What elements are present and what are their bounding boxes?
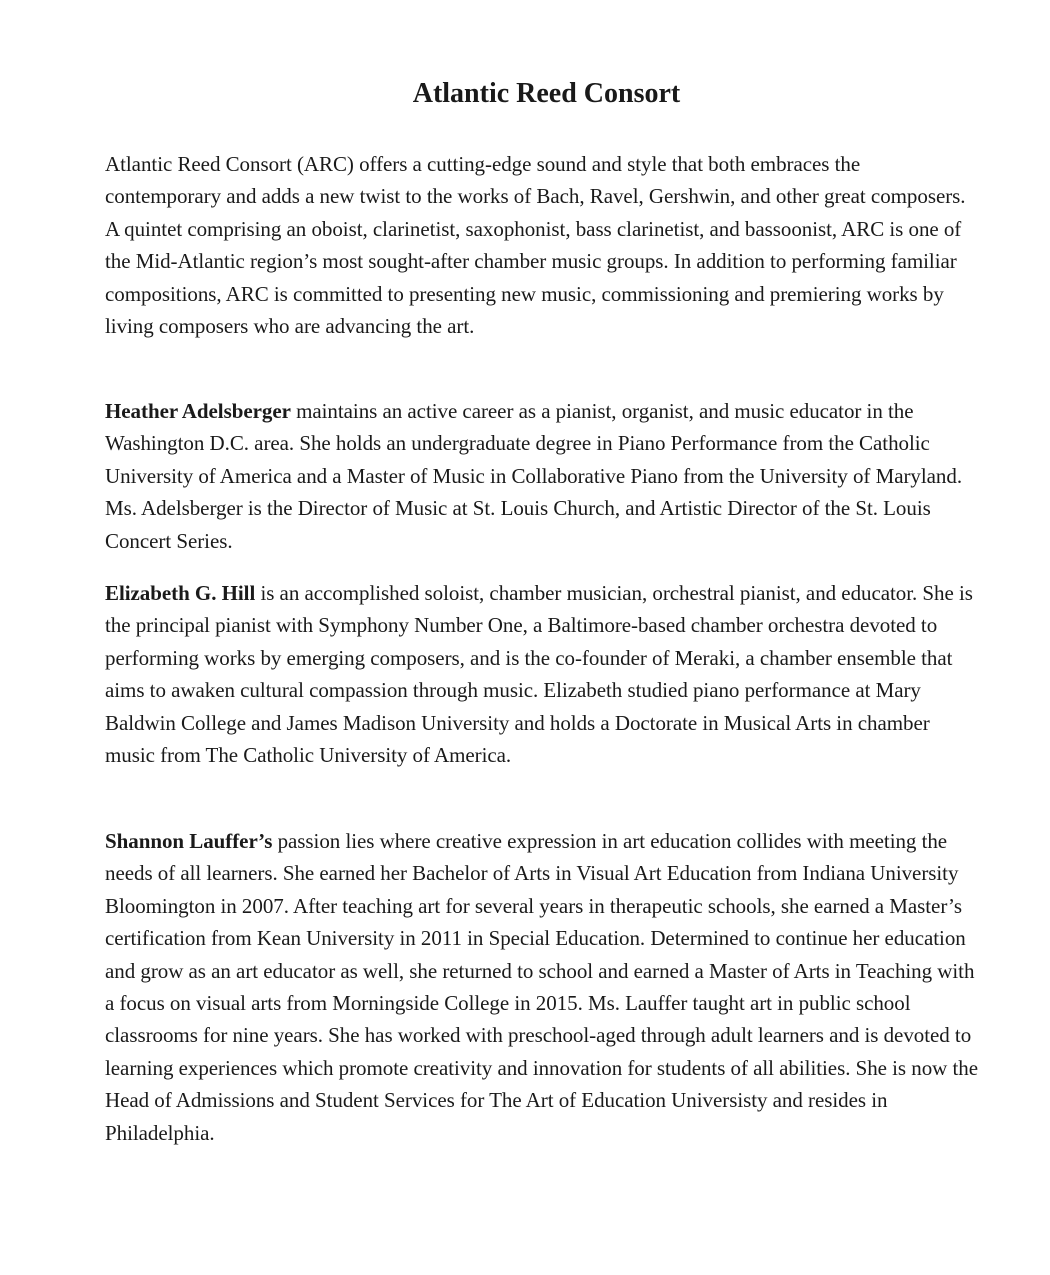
bio-text: passion lies where creative expression in art education collides with meeting the needs of all learners. She earned her Bachelor of Arts in Visual Art Education from Indiana University Bloomington in 2007. After teaching art for several years in therapeutic schools, she earned a Master’s certification from Kean University in 2011 in Special Education. Determined to continue her education and grow as an art educator as well, she returned to school and earned a Master of Arts in Teaching with a focus on visual arts from Morningside College in 2015. Ms. Lauffer taught art in public school classrooms for nine years. She has worked with preschool-aged through adult learners and is devoted to learning experiences which promote creativity and innovation for students of all abilities. She is now the Head of Admissions and Student Services for The Art of Education Universisty and resides in Philadelphia. [105, 829, 978, 1145]
bio-text: maintains an active career as a pianist, organist, and music educator in the Washington D.C. area. She holds an undergraduate degree in Piano Performance from the Catholic University of America and a Master of Music in Collaborative Piano from the University of Maryland. Ms. Adelsberger is the Director of Music at St. Louis Church, and Artistic Director of the St. Louis Concert Series. [105, 399, 963, 553]
document-page [105, 72, 980, 1145]
bio-name: Shannon Lauffer’s [105, 829, 273, 853]
bio-paragraph-hill [105, 577, 980, 771]
bio-paragraph-adelsberger [105, 395, 980, 557]
bio-text: is an accomplished soloist, chamber musician, orchestral pianist, and educator. She is the principal pianist with Symphony Number One, a Baltimore-based chamber orchestra devoted to performing works by emerging composers, and is the co-founder of Meraki, a chamber ensemble that aims to awaken cultural compassion through music. Elizabeth studied piano performance at Mary Baldwin College and James Madison University and holds a Doctorate in Musical Arts in chamber music from The Catholic University of America. [105, 581, 973, 768]
intro-paragraph: Atlantic Reed Consort (ARC) offers a cutting-edge sound and style that both embraces the contemporary and adds a new twist to the works of Bach, Ravel, Gershwin, and other great composers. A quintet comprising an oboist, clarinetist, saxophonist, bass clarinetist, and bassoonist, ARC is one of the Mid-Atlantic region’s most sought-after chamber music groups. In addition to performing familiar compositions, ARC is committed to presenting new music, commissioning and premiering works by living composers who are advancing the art. [105, 152, 966, 339]
bio-name: Elizabeth G. Hill [105, 581, 256, 605]
bio-paragraph-lauffer [105, 825, 980, 1149]
document-title: Atlantic Reed Consort [412, 78, 681, 109]
bio-name: Heather Adelsberger [105, 399, 291, 423]
